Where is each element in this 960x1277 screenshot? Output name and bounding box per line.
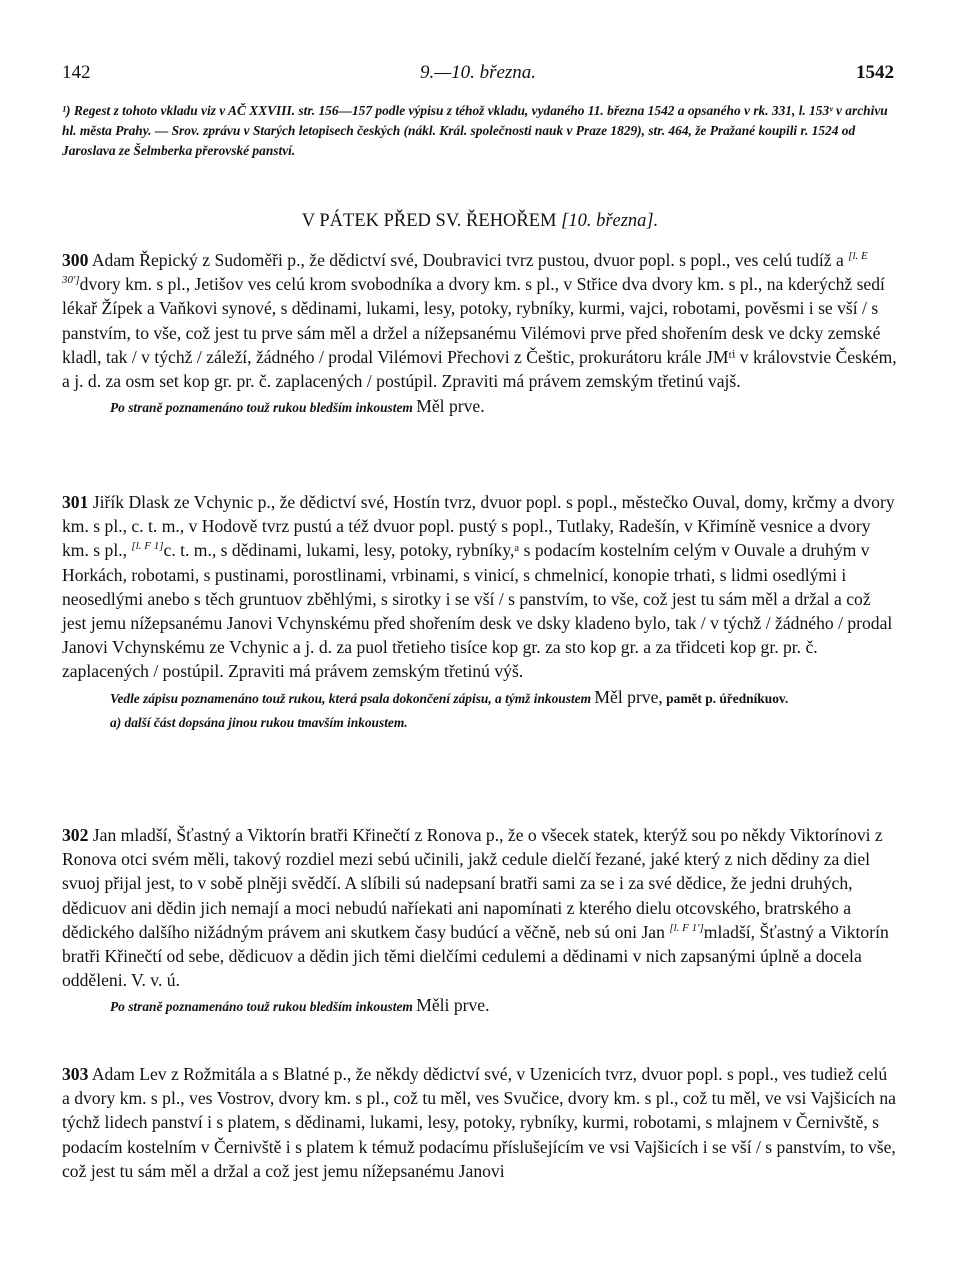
entry-text-a: Jan mladší, Šťastný a Viktorín bratři Křinečtí z Ronova p., že o všecek statek, kterýž sou po někdy Viktorínovi z Ronova otci svém měli, takový rozdiel mezi sebú učinili, jakž cedule dielčí řezané, jaké který z nich dědiny za diel svuoj přijal jest, to v sobě plněji svědčí. A slíbili sú nadepsaní bratři sami za se i za své dědice, že jedni druhých, dědicuov ani dědin jich nemají a moci nebudú naříekati ani napomínati z kterého dielu otcovského, bratrského a dědického dalšího nižádným právem ani skutkem časy budúcí a věčně, neb sú oni Jan — [62, 825, 883, 942]
entry-text — [62, 823, 898, 992]
entry-text-b: dvory km. s pl., Jetišov ves celú krom svobodníka a dvory km. s pl., v Střice dva dvory km. s pl., na kderýchž sedí lékař Žípek a Vaňkovi synové, s dědinami, lukami, lesy, potoky, rybníky, kurmi, vajci, robotami, pověsmi i se vší / s panstvím, to vše, což jest tu prve sám měl a držel a nížepsanému Vilémovi prve před shořením desk ve dcky zemské kladl, tak / v týchž / záleží, žádného / prodal Vilémovi Přechovi z Češtic, prokurátoru krále JMᵗⁱ v královstvie Českém, a j. d. za osm set kop gr. pr. č. zaplacených / postúpil. Zpraviti má právem zemským třetinú vajš. — [62, 274, 897, 392]
entry-number: 303 — [62, 1064, 89, 1084]
note-plain: Měl prve, — [594, 686, 663, 707]
margin-note — [110, 393, 898, 421]
entry-text-a: Adam Řepický z Sudoměři p., že dědictví své, Doubravici tvrz pustou, dvuor popl. s popl., ves celú tudíž a — [91, 250, 844, 270]
folio-marker: [l. F 1] — [131, 540, 164, 553]
header-year: 1542 — [856, 62, 894, 83]
running-title: 9.—10. března. — [419, 62, 537, 83]
entry-text — [62, 490, 898, 684]
margin-note — [110, 684, 898, 712]
entry-text-a: Jiřík Dlask ze Vchynic p., že dědictví své, Hostín tvrz, dvuor popl. s popl., městečko Ouval, domy, krčmy a dvory km. s pl., c. t. m., v Hodově tvrz pustú a též dvuor popl. pustý s popl., Tutlaky, Radešín, v Křimíně vesnice a dvory km. s pl., — [62, 492, 895, 561]
entry-text — [62, 1062, 898, 1183]
heading-text: V PÁTEK PŘED SV. ŘEHOŘEM — [301, 211, 557, 231]
page-number: 142 — [62, 62, 91, 83]
folio-marker: [l. E 30'] — [62, 250, 868, 287]
folio-marker: [l. F 1'] — [669, 921, 704, 934]
note-text: Vedle zápisu poznamenáno touž rukou, která psala dokončení zápisu, a týmž inkoustem — [110, 690, 592, 706]
entry-302 — [62, 823, 898, 1020]
entry-301 — [62, 490, 898, 734]
entry-text-b: mladší, Šťastný a Viktorín bratři Křinečtí od sebe, dědicuov a dědin jich těmi dielčími cedulemi a dědinami v nich zapsanými úplně a docela odděleni. V. v. ú. — [62, 921, 889, 991]
entry-text-a: Adam Lev z Rožmitála a s Blatné p., že někdy dědictví své, v Uzenicích tvrz, dvuor popl. s popl., ves tudiež celú a dvory km. s pl., ves Vostrov, dvory km. s pl., což tu měl, ves Svučice, dvory km. s pl., což tu měl, ve vsi Vajšicích na týchž lidech panství i s platem, s dědinami, lukami, lesy, potoky, rybníky, kurmi, robotami, s mlajnem v Černivště, s podacím kostelním v Černivště i s platem k témuž podacímu příslušejícím ve vsi Vajšicích i se vší / s panstvím, to vše, což jest tu sám měl a držal a což jest jemu nížepsanému Janovi — [62, 1064, 896, 1181]
entry-number: 300 — [62, 250, 89, 270]
note-plain: Měli prve. — [416, 995, 490, 1016]
entry-300 — [62, 248, 898, 421]
note-text: Po straně poznamenáno touž rukou bledším inkoustem — [110, 400, 413, 416]
margin-note — [110, 992, 898, 1020]
entry-text — [62, 248, 898, 393]
text-note — [110, 712, 898, 734]
section-heading — [0, 211, 960, 232]
entry-number: 302 — [62, 825, 89, 845]
text-note-content: a) další část dopsána jinou rukou tmavším inkoustem. — [110, 714, 408, 730]
note-text: Po straně poznamenáno touž rukou bledším inkoustem — [110, 999, 413, 1015]
note-tail: pamět p. úředníkuov. — [666, 690, 789, 706]
page-header — [62, 62, 894, 86]
heading-date: [10. března]. — [561, 211, 659, 231]
entry-text-b: c. t. m., s dědinami, lukami, lesy, potoky, rybníky,ᵃ s podacím kostelním celým v Ouvale a druhým v Horkách, robotami, s pustinami, porostlinami, vrbinami, s vinicí, s chmelnicí, konopie trhati, s lidmi osedlými i neosedlými anebo s těch gruntuov zběhlými, s sirotky i se vší / s panstvím, to vše, což jest tu sám měl a držal a což jest jemu nížepsanému Janovi Vchynskému před shořením desk ve dsky kladeno bylo, tak / v týchž / žádného / prodal Janovi Vchynskému ze Vchynic a j. d. za puol třetieho tisíce kop gr. za sto kop gr. a za třidceti kop gr. pr. č. zaplacených / postúpil. Zpraviti má právem zemským třetinú výš. — [62, 540, 893, 682]
entry-303 — [62, 1062, 898, 1183]
footnote: ¹) Regest z tohoto vkladu viz v AČ XXVIII. str. 156—157 podle výpisu z téhož vkladu, vydaného 11. března 1542 a opsaného v rk. 331, l. 153ᵛ v archivu hl. města Prahy. — Srov. zprávu v Starých letopisech českých (nákl. Král. společnosti nauk v Praze 1829), str. 464, že Pražané koupili r. 1524 od Jaroslava ze Šelmberka přerovské panství. — [62, 103, 888, 158]
entry-number: 301 — [62, 492, 89, 512]
note-plain: Měl prve. — [416, 396, 485, 417]
